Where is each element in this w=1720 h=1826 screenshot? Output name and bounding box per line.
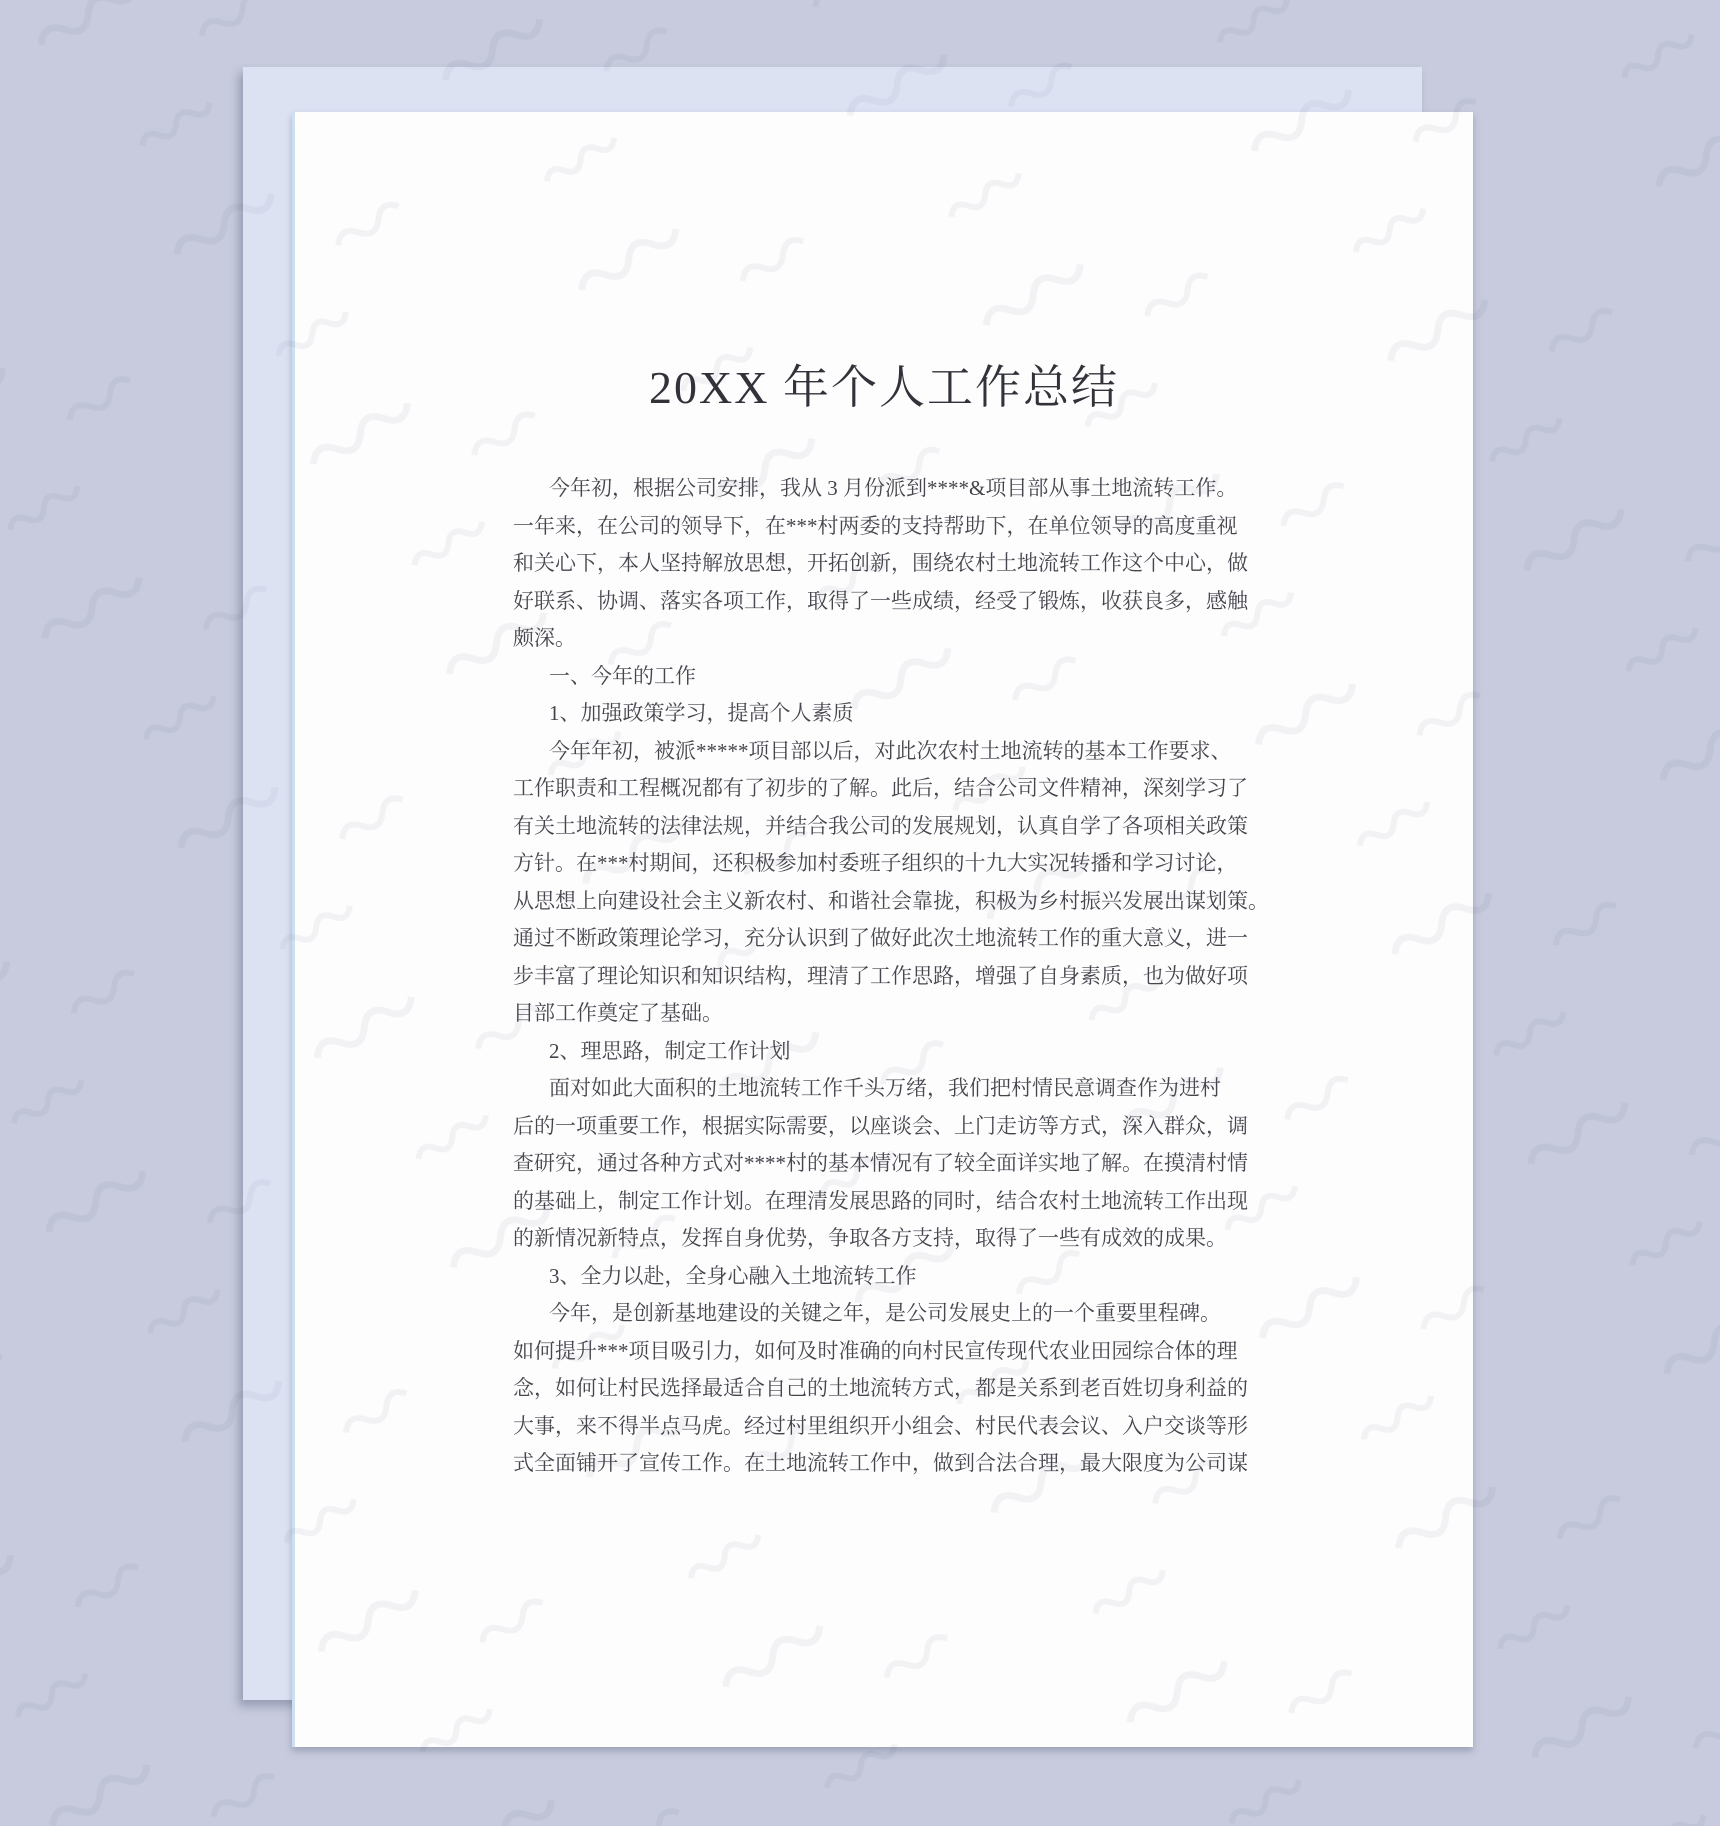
text-line: 念，如何让村民选择最适合自己的土地流转方式，都是关系到老百姓切身利益的 [513,1376,1248,1400]
text-line: 式全面铺开了宣传工作。在土地流转工作中，做到合法合理，最大限度为公司谋 [513,1451,1248,1475]
text-line: 今年初，根据公司安排，我从 3 月份派到****&项目部从事土地流转工作。 [549,476,1238,500]
text-line: 的基础上，制定工作计划。在理清发展思路的同时，结合农村土地流转工作出现 [513,1188,1248,1213]
text-line: 一、今年的工作 [549,663,696,688]
text-line: 1、加强政策学习，提高个人素质 [549,701,854,725]
document-body [513,470,1269,1483]
text-line: 好联系、协调、落实各项工作，取得了一些成绩，经受了锻炼，收获良多，感触 [513,588,1248,613]
text-line: 今年年初，被派*****项目部以后，对此次农村土地流转的基本工作要求、 [549,738,1232,763]
text-line: 和关心下，本人坚持解放思想，开拓创新，围绕农村土地流转工作这个中心，做 [513,551,1248,575]
text-line: 从思想上向建设社会主义新农村、和谐社会靠拢，积极为乡村振兴发展出谋划策。 [513,888,1269,913]
text-line: 方针。在***村期间，还积极参加村委班子组织的十九大实况转播和学习讨论， [513,851,1238,875]
text-line: 的新情况新特点，发挥自身优势，争取各方支持，取得了一些有成效的成果。 [513,1226,1227,1250]
document-page [292,112,1473,1747]
text-line: 通过不断政策理论学习，充分认识到了做好此次土地流转工作的重大意义，进一 [513,926,1248,950]
text-line: 目部工作奠定了基础。 [513,1001,723,1025]
text-line: 一年来，在公司的领导下，在***村两委的支持帮助下，在单位领导的高度重视 [513,513,1238,538]
text-line: 颇深。 [513,626,576,650]
text-line: 2、理思路，制定工作计划 [549,1038,791,1063]
document-title: 20XX 年个人工作总结 [649,362,1119,413]
text-line: 有关土地流转的法律法规，并结合我公司的发展规划，认真自学了各项相关政策 [513,813,1248,838]
text-line: 面对如此大面积的土地流转工作千头万绪，我们把村情民意调查作为进村 [549,1076,1221,1100]
text-line: 大事，来不得半点马虎。经过村里组织开小组会、村民代表会议、入户交谈等形 [513,1413,1248,1438]
text-line: 工作职责和工程概况都有了初步的了解。此后，结合公司文件精神，深刻学习了 [513,776,1248,800]
text-line: 3、全力以赴，全身心融入土地流转工作 [549,1263,917,1288]
text-line: 如何提升***项目吸引力，如何及时准确的向村民宣传现代农业田园综合体的理 [513,1338,1238,1363]
text-line: 查研究，通过各种方式对****村的基本情况有了较全面详实地了解。在摸清村情 [513,1151,1248,1175]
text-line: 步丰富了理论知识和知识结构，理清了工作思路，增强了自身素质，也为做好项 [513,963,1248,988]
text-line: 今年，是创新基地建设的关键之年，是公司发展史上的一个重要里程碑。 [549,1301,1221,1325]
text-line: 后的一项重要工作，根据实际需要，以座谈会、上门走访等方式，深入群众，调 [513,1113,1248,1138]
